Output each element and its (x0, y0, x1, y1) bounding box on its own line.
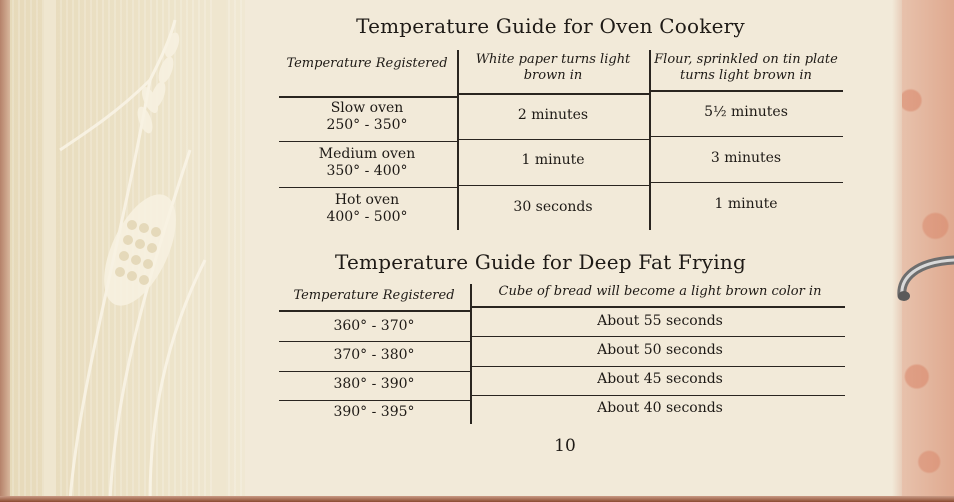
row-divider (279, 96, 458, 98)
row-divider (471, 366, 845, 367)
header-bread-cube: Cube of bread will become a light brown color in (498, 284, 822, 299)
header-temperature: Temperature Registered (293, 288, 455, 303)
page-number: 10 (554, 436, 576, 456)
decorative-wheat-border (0, 0, 245, 502)
row-divider (471, 395, 845, 396)
page-left-edge (0, 0, 10, 502)
temperature-range: 390° - 395° (333, 404, 415, 420)
wheat-corn-illustration (0, 0, 245, 502)
table-row (279, 146, 455, 180)
flour-time: 3 minutes (710, 150, 782, 166)
paper-time: 1 minute (521, 152, 585, 168)
paper-time: 2 minutes (517, 107, 589, 123)
row-divider (471, 336, 845, 337)
bread-time: About 50 seconds (597, 342, 723, 358)
temperature-range: 360° - 370° (333, 318, 415, 334)
row-divider (458, 93, 650, 95)
temperature-range: 350° - 400° (326, 163, 408, 179)
row-divider (650, 136, 843, 137)
bread-time: About 45 seconds (597, 371, 723, 387)
row-divider (279, 310, 471, 312)
frying-guide-title: Temperature Guide for Deep Fat Frying (335, 250, 746, 274)
flour-time: 1 minute (714, 196, 778, 212)
bread-time: About 40 seconds (597, 400, 723, 416)
oven-name: Slow oven (330, 100, 404, 116)
column-divider (470, 284, 472, 424)
row-divider (471, 306, 845, 308)
header-white-paper: White paper turns light brown in (475, 52, 631, 83)
row-divider (279, 371, 471, 372)
row-divider (650, 182, 843, 183)
row-divider (458, 139, 650, 140)
row-divider (458, 185, 650, 186)
page-content (245, 0, 892, 502)
table-row (279, 100, 455, 134)
oven-name: Hot oven (334, 192, 400, 208)
row-divider (650, 90, 843, 92)
row-divider (279, 341, 471, 342)
row-divider (279, 187, 458, 188)
oven-name: Medium oven (318, 146, 416, 162)
header-flour: Flour, sprinkled on tin plate turns light brown in (654, 52, 838, 83)
temperature-range: 380° - 390° (333, 376, 415, 392)
binder-ring-icon (896, 248, 954, 308)
temperature-range: 250° - 350° (326, 117, 408, 133)
flour-time: 5½ minutes (704, 104, 788, 120)
temperature-range: 370° - 380° (333, 347, 415, 363)
table-row (279, 192, 455, 226)
oven-guide-title: Temperature Guide for Oven Cookery (356, 14, 745, 38)
temperature-range: 400° - 500° (326, 209, 408, 225)
row-divider (279, 141, 458, 142)
row-divider (279, 400, 471, 401)
header-temperature: Temperature Registered (286, 56, 448, 71)
bread-time: About 55 seconds (597, 313, 723, 329)
paper-time: 30 seconds (513, 199, 593, 215)
